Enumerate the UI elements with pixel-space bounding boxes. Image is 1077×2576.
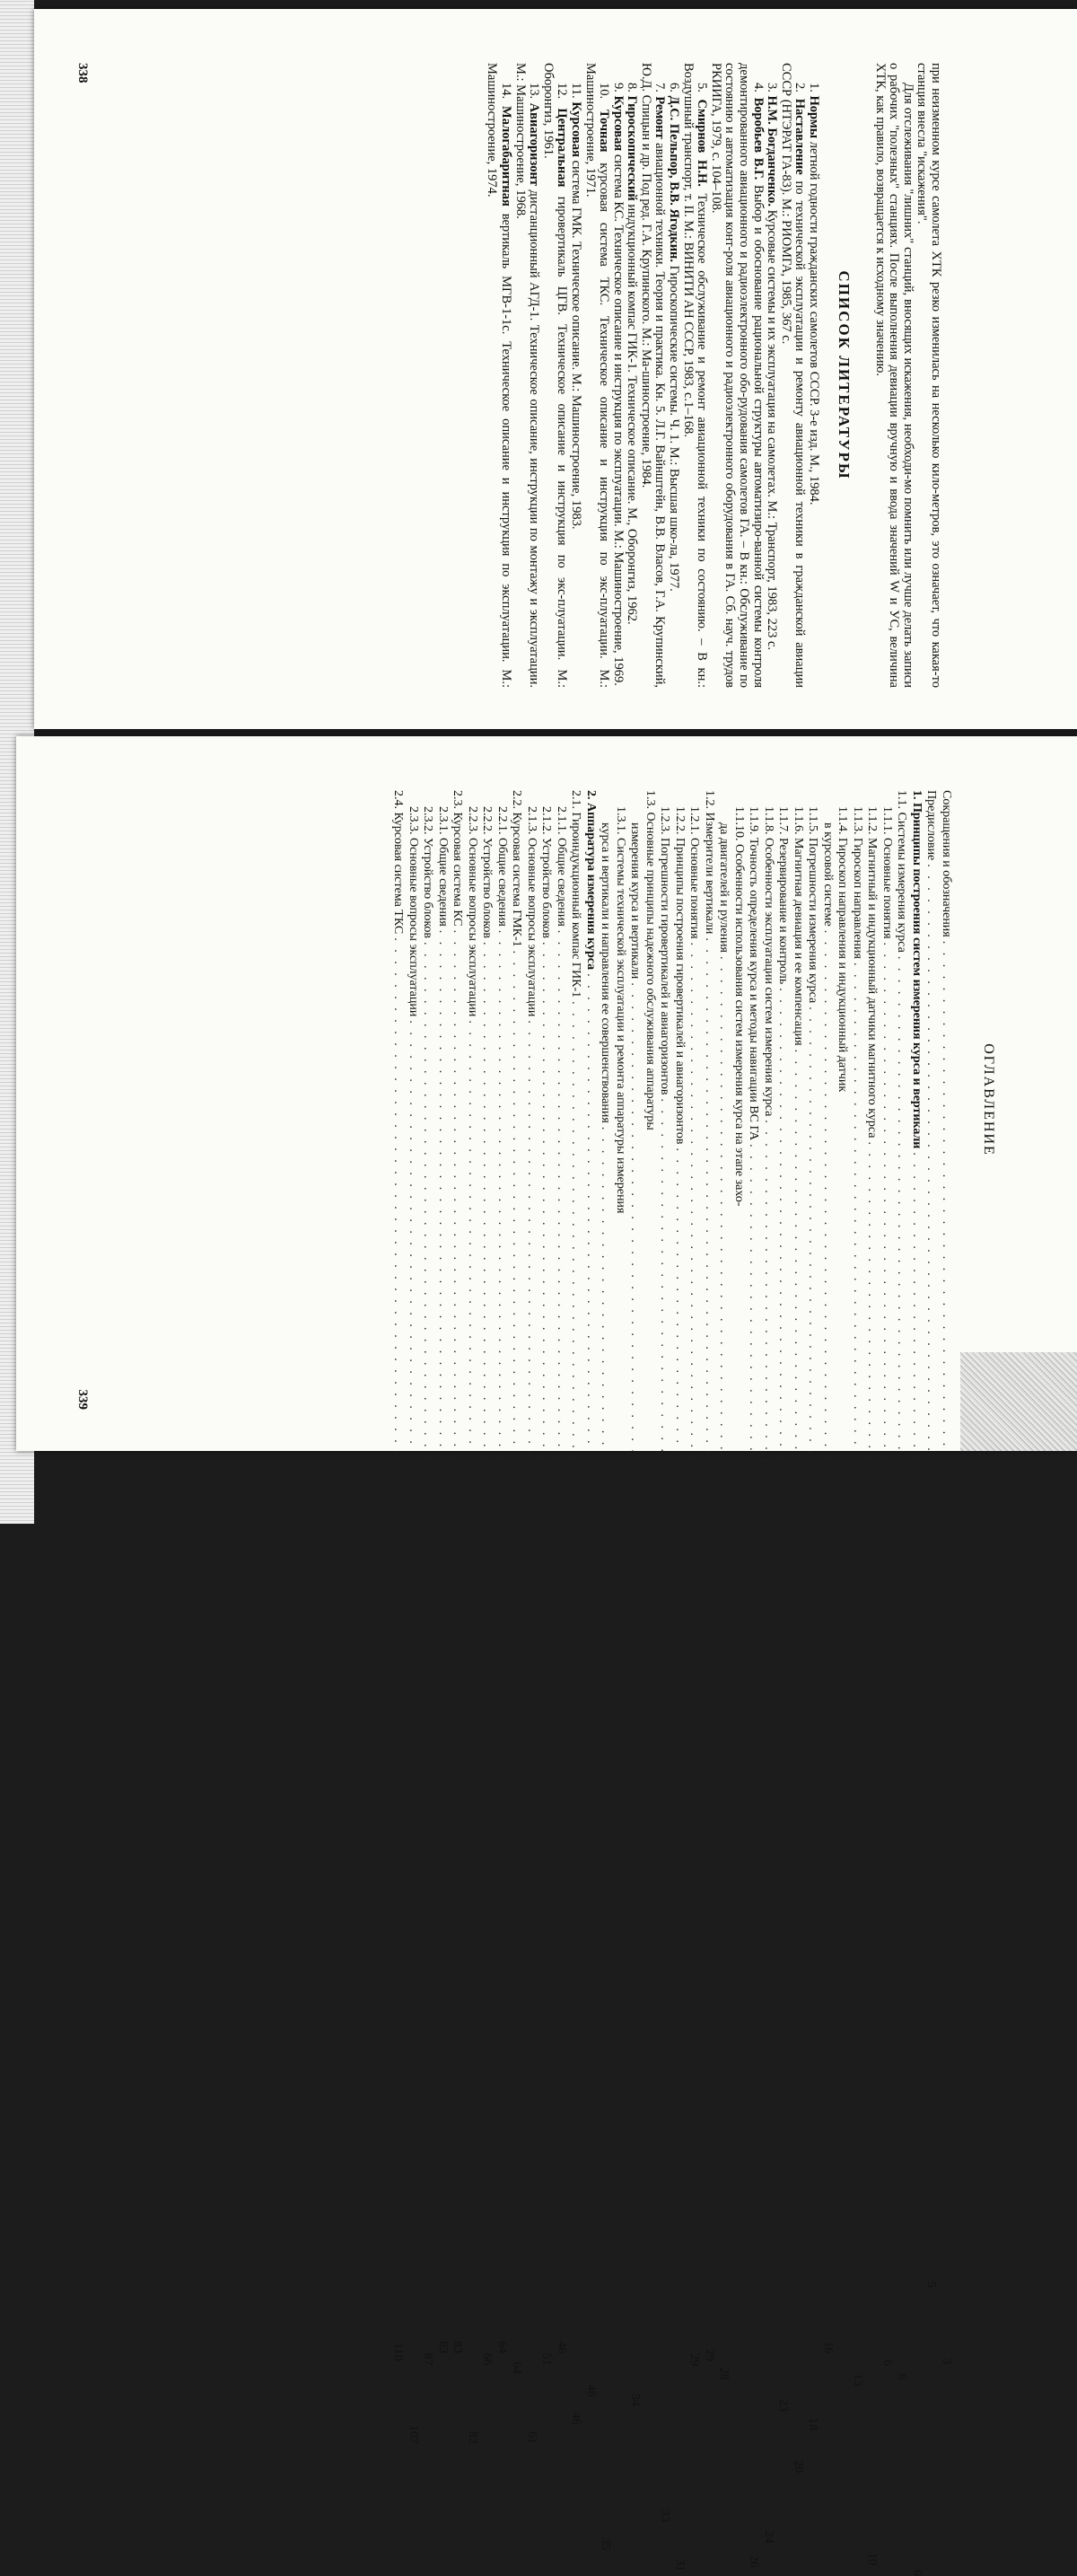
toc-entry	[805, 790, 820, 2431]
toc-entry-label: 1.2.1. Основные понятия	[687, 806, 702, 939]
reference-lead: Ремонт	[652, 96, 668, 144]
reference-text: система КС. Техническое описание и инструкция по эксплуатации. М.: Машиностроение, 1969.	[610, 154, 626, 686]
toc-entry-label: 2.4. Курсовая система ТКС	[391, 790, 406, 935]
toc-entry-label: 1. Принципы построения систем измерения курса и вертикали	[910, 790, 924, 1149]
toc-leader-dots: . . . . . . . . . . . . . . . . . . . . . . . . . . . . . . . . . . . . . . . . . . . . . . . . . . . . . . . . . . . . . . . . . . . . . . . . . . . . . . . . . . . . . . . . . . . . . . . . . . . . . . . . . . . . . . . . . . . . . . . .	[806, 1007, 820, 2402]
toc-leader-dots: . . . . . . . . . . . . . . . . . . . . . . . . . . . . . . . . . . . . . . . . . . . . . . . . . . . . . . . . . . . . . . . . . . . . . . . . . . . . . . . . . . . . . . . . . . . . . . . . . . . . . . . . . . . . . . . . . . . . . . . .	[510, 950, 524, 2346]
page-339-content	[16, 736, 1077, 2576]
toc-leader-dots: . . . . . . . . . . . . . . . . . . . . . . . . . . . . . . . . . . . . . . . . . . . . . . . . . . . . . . . . . . . . . . . . . . . . . . . . . . . . . . . . . . . . . . . . . . . . . . . . . . . . . . . . . . . . . . . . . . . . . . . .	[407, 1020, 420, 2415]
toc-entry-label: да двигателей и руления	[717, 822, 731, 953]
toc-entry	[524, 790, 539, 2444]
toc-block	[390, 790, 996, 2576]
reference-text: индукционный компас ГИК-1. Техническое описание. М., Оборонгиз, 1962.	[625, 204, 640, 625]
toc-entry-label: 1.3.1. Системы технической эксплуатации и ремонта аппаратуры измерения	[614, 806, 627, 1214]
toc-entry	[746, 790, 761, 2568]
reference-number: 7.	[652, 83, 668, 97]
toc-entry-label: 1.1. Системы измерения курса	[895, 790, 909, 953]
reference-item	[680, 63, 708, 688]
reference-number: 13.	[527, 83, 542, 103]
toc-leader-dots: . . . . . . . . . . . . . . . . . . . . . . . . . . . . . . . . . . . . . . . . . . . . . . . . . . . . . . . . . . . . . . . . . . . . . . . . . . . . . . . . . . . . . . . . . . . . . . . . . . . . . . . . . . . . . . . . . . . . . . . .	[910, 1152, 924, 2547]
toc-entry	[583, 790, 599, 2397]
toc-entry-label: 2.1.2. Устройство блоков	[539, 806, 554, 939]
reference-text: Курсовые системы и их эксплуатация на самолетах. М.: Транспорт, 1983, 223 с.	[765, 209, 780, 651]
toc-entry-label: 2.1. Гироиндукционный компас ГИК-1	[569, 790, 583, 998]
toc-entry-page: 29	[703, 2348, 716, 2361]
reference-lead: Наставление	[792, 98, 808, 181]
toc-leader-dots: . . . . . . . . . . . . . . . . . . . . . . . . . . . . . . . . . . . . . . . . . . . . . . . . . . . . . . . . . . . . . . . . . . . . . . . . . . . . . . . . . . . . . . . . . . . . . . . . . . . . . . . . . . . . . . . . . . . . . . . .	[466, 1020, 479, 2415]
reference-lead: Курсовая	[568, 101, 583, 161]
toc-entry	[731, 790, 747, 1410]
toc-entry	[924, 790, 939, 2288]
reference-text: авиационной техники. Теория и практика. Кн. 5. Л.Г. Вайнштейн, В.В. Власов, Г.А. Крупинский, Ю.Д. Спицын и др. Под ред. Г.А. Крупинского. М.: Ма-шиностроение, 1984.	[638, 63, 668, 689]
reference-number: 10.	[597, 83, 612, 110]
toc-leader-dots: . . . . . . . . . . . . . . . . . . . . . . . . . . . . . . . . . . . . . . . . . . . . . . . . . . . . . . . . . . . . . . . . . . . . . . . . . . . . . . . . . . . . . . . . . . . . . . . . . . . . . . . . . . . . . . . . . . . . . . . .	[628, 982, 643, 2378]
reference-lead: Малогабаритная	[498, 106, 513, 214]
toc-entry-label: 1.1.4. Гироскоп направления и индукционный датчик	[836, 806, 850, 1093]
toc-entry-page: 46	[555, 2341, 568, 2354]
toc-entry	[909, 790, 924, 2576]
toc-entry-page: 46	[569, 2412, 583, 2425]
toc-leader-dots: . . . . . . . . . . . . . . . . . . . . . . . . . . . . . . . . . . . . . . . . . . . . . . . . . . . . . . . . . . . . . . . . . . . . . . . . . . . . . . . . . . . . . . . . . . . . . . . . . . . . . . . . . . . . . . . . . . . . . . . .	[687, 942, 702, 2338]
toc-entry-page: 35	[599, 2537, 613, 2551]
reference-lead: Д.С. Пельпор, В.В. Ягодкин.	[667, 95, 682, 266]
toc-entry	[435, 790, 451, 2354]
reference-item	[582, 63, 610, 688]
toc-entry-page: 18	[806, 2417, 820, 2431]
toc-entry	[657, 790, 672, 2522]
toc-entry	[791, 790, 806, 2474]
reference-number: 1.	[807, 83, 822, 96]
toc-entry-label: 1.1.9. Точность определения курса и методы навигации ВС ГА	[747, 806, 761, 1141]
toc-entry	[687, 790, 702, 2367]
toc-entry-page: 16	[821, 2341, 835, 2354]
reference-lead: Воробьев В.Г.	[750, 97, 766, 186]
toc-entry-page: 28	[717, 2367, 731, 2380]
toc-entry-page: 33	[658, 2509, 672, 2522]
toc-entry-label: 1.2.3. Погрешности гировертикалей и авиагоризонтов	[658, 806, 672, 1095]
toc-entry	[702, 790, 717, 2361]
toc-leader-dots: . . . . . . . . . . . . . . . . . . . . . . . . . . . . . . . . . . . . . . . . . . . . . . . . . . . . . . . . . . . . . . . . . . . . . . . . . . . . . . . . . . . . . . . . . . . . . . . . . . . . . . . . . . . . . . . . . . . . . . . .	[717, 956, 731, 2352]
reference-item	[765, 63, 779, 688]
toc-entry-page: 83	[451, 2341, 465, 2354]
toc-leader-dots: . . . . . . . . . . . . . . . . . . . . . . . . . . . . . . . . . . . . . . . . . . . . . . . . . . . . . . . . . . . . . . . . . . . . . . . . . . . . . . . . . . . . . . . . . . . . . . . . . . . . . . . . . . . . . . . . . . . . . . . .	[865, 1141, 880, 2536]
toc-entry-label: 2.2.3. Основные вопросы эксплуатации	[466, 806, 479, 1017]
toc-entry	[406, 790, 421, 2444]
toc-entry-label: Предисловие	[924, 790, 939, 861]
toc-entry-label: 2.3.2. Устройство блоков	[421, 806, 435, 939]
reference-item	[638, 63, 666, 688]
toc-entry-page: 82	[466, 2431, 479, 2444]
toc-entry-page: 46	[584, 2384, 598, 2397]
toc-entry-page: 31	[673, 2559, 687, 2572]
toc-entry	[420, 790, 435, 2366]
reference-lead: Смирнов Н.Н.	[695, 99, 710, 194]
toc-entry-page: 23	[776, 2398, 791, 2412]
toc-leader-dots: . . . . . . . . . . . . . . . . . . . . . . . . . . . . . . . . . . . . . . . . . . . . . . . . . . . . . . . . . . . . . . . . . . . . . . . . . . . . . . . . . . . . . . . . . . . . . . . . . . . . . . . . . . . . . . . . . . . . . . . .	[451, 929, 465, 2325]
reference-lead: Точная	[597, 109, 612, 163]
toc-leader-dots: . . . . . . . . . . . . . . . . . . . . . . . . . . . . . . . . . . . . . . . . . . . . . . . . . . . . . . . . . . . . . . . . . . . . . . . . . . . . . . . . . . . . . . . . . . . . . . . . . . . . . . . . . . . . . . . . . . . . . . . .	[480, 942, 495, 2337]
toc-leader-dots: . . . . . . . . . . . . . . . . . . . . . . . . . . . . . . . . . . . . . . . . . . . . . . . . . . . . . . . . . . . . . . . . . . . . . . . . . . . . . . . . . . . . . . . . . . . . . . . . . . . . . . . . . . . . . . . . . . . . . . . .	[880, 942, 894, 2338]
toc-entry-page: 13	[851, 2373, 864, 2387]
toc-entry-label: в курсовой системе	[821, 822, 835, 927]
toc-entry	[598, 790, 613, 2551]
toc-entry-label: измерения курса и вертикали	[628, 822, 643, 980]
toc-entry	[716, 790, 731, 2380]
toc-leader-dots: . . . . . . . . . . . . . . . . . . . . . . . . . . . . . . . . . . . . . . . . . . . . . . . . . . . . . . . . . . . . . . . . . . . . . . . . . . . . . . . . . . . . . . . . . . . . . . . . . . . . . . . . . . . . . . . . . . . . . . . .	[821, 929, 835, 2325]
toc-leader-dots: . . . . . . . . . . . . . . . . . . . . . . . . . . . . . . . . . . . . . . . . . . . . . . . . . . . . . . . . . . . . . . . . . . . . . . . . . . . . . . . . . . . . . . . . . . . . . . . . . . . . . . . . . . . . . . . . . . . . . . . .	[495, 929, 509, 2325]
reference-item	[778, 63, 806, 688]
toc-entry-label: 2.3.1. Общие сведения	[436, 806, 450, 927]
toc-leader-dots: . . . . . . . . . . . . . . . . . . . . . . . . . . . . . . . . . . . . . . . . . . . . . . . . . . . . . . . . . . . . . . . . . . . . . . . . . . . . . . . . . . . . . . . . . . . . . . . . . . . . . . . . . . . . . . . . . . . . . . . .	[703, 937, 716, 2333]
toc-entry-page: 107	[407, 2424, 420, 2444]
toc-entry-page: 87	[421, 2352, 435, 2366]
toc-entry-page: 64	[510, 2361, 524, 2375]
toc-entry-page: 26	[747, 2554, 761, 2568]
toc-entry	[479, 790, 495, 2366]
toc-entry-page: 20	[792, 2460, 805, 2474]
toc-leader-dots: . . . . . . . . . . . . . . . . . . . . . . . . . . . . . . . . . . . . . . . . . . . . . . . . . . . . . . . . . . . . . . . . . . . . . . . . . . . . . . . . . . . . . . . . . . . . . . . . . . . . . . . . . . . . . . . . . . . . . . . .	[940, 940, 953, 2336]
toc-entry-page: 110	[391, 2343, 406, 2361]
toc-entry-page: 29	[687, 2353, 702, 2367]
reference-number: 2.	[792, 83, 808, 99]
reference-number: 9.	[610, 83, 626, 96]
toc-entry-label: 1.3. Основные принципы надежного обслуживания аппаратуры	[644, 790, 657, 1130]
reference-item	[610, 63, 625, 688]
toc-entry-label: 1.1.2. Магнитный и индукционный датчики магнитного курса	[865, 806, 880, 1139]
reference-text: курсовая система ТКС. Техническое описание и инструкция по экс-плуатации. М.: Машиностроение, 1971.	[582, 63, 612, 688]
toc-entry-label: 2.3.3. Основные вопросы эксплуатации	[407, 806, 420, 1017]
toc-entry-page: 10	[865, 2553, 880, 2565]
toc-entry-page: 3	[940, 2358, 953, 2365]
reference-text: по технической эксплуатации и ремонту авиационной техники в гражданской авиации СССР (НТЭРАТ ГА-83). М.: РИОМГА, 1985, 367 с.	[778, 63, 808, 689]
toc-list	[390, 790, 953, 2576]
reference-text: вертикаль МГВ-1-1с. Техническое описание и инструкция по эксплуатации. М.: Машиностроение, 1974.	[485, 63, 513, 688]
toc-entry-label: 2.3. Курсовая система КС	[451, 790, 465, 927]
toc-entry-label: 1.1.7. Резервирование и контроль	[776, 806, 791, 985]
toc-entry-label: 2.2. Курсовая система ГМК-1	[510, 790, 524, 947]
toc-leader-dots: . . . . . . . . . . . . . . . . . . . . . . . . . . . . . . . . . . . . . . . . . . . . . . . . . . . . . . . . . . . . . . . . . . . . . . . . . . . . . . . . . . . . . . . . . . . . . . . . . . . . . . . . . . . . . . . . . . . . . . . .	[747, 1144, 761, 2539]
toc-entry-page: 66	[480, 2352, 495, 2366]
toc-entry-label: 1.1.3. Гироскоп направления	[851, 806, 864, 959]
toc-entry	[627, 790, 643, 2406]
reference-number: 4.	[750, 83, 766, 98]
toc-entry	[850, 790, 865, 2387]
references-heading: СПИСОК ЛИТЕРАТУРЫ	[836, 270, 854, 480]
toc-entry	[672, 790, 687, 2572]
reference-item	[485, 63, 512, 688]
toc-entry-page: 24	[762, 2530, 775, 2544]
toc-leader-dots: . . . . . . . . . . . . . . . . . . . . . . . . . . . . . . . . . . . . . . . . . . . . . . . . . . . . . . . . . . . . . . . . . . . . . . . . . . . . . . . . . . . . . . . . . . . . . . . . . . . . . . . . . . . . . . . . . . . . . . . .	[658, 1098, 672, 2493]
toc-entry-label: 2. Аппаратура измерения курса	[584, 790, 598, 971]
reference-item	[708, 63, 764, 688]
page-number: 338	[75, 63, 90, 84]
toc-entry-label: 1.2.2. Принципы построения гировертикалей и авиагоризонтов	[673, 806, 687, 1145]
toc-entry	[880, 790, 895, 2367]
intro-paragraph-2: Для отслеживания "лишних" станций, вносящих искажения, необходи-мо помнить или лучше делать записи о рабочих "полезных" станциях. После выполнения девиации вручную и ввода значений W и УС, величина ХТК, как правило, возвращается к исходному значению.	[872, 63, 915, 688]
reference-item	[512, 63, 540, 688]
toc-entry-label: 1.1.6. Магнитная девиация и ее компенсация	[792, 806, 805, 1046]
left-text-block	[485, 63, 942, 688]
reference-lead: Курсовая	[610, 95, 626, 154]
reference-list	[485, 63, 820, 688]
toc-entry-label: 1.1.8. Особенности эксплуатации систем измерения курса	[762, 806, 775, 1117]
reference-number: 3.	[765, 83, 780, 96]
toc-entry-label: Сокращения и обозначения	[940, 790, 953, 937]
toc-entry	[894, 790, 909, 2380]
toc-entry	[864, 790, 880, 2565]
toc-entry	[450, 790, 465, 2354]
reference-number: 5.	[695, 83, 710, 100]
toc-entry	[554, 790, 569, 2354]
toc-leader-dots: . . . . . . . . . . . . . . . . . . . . . . . . . . . . . . . . . . . . . . . . . . . . . . . . . . . . . . . . . . . . . . . . . . . . . . . . . . . . . . . . . . . . . . . . . . . . . . . . . . . . . . . . . . . . . . . . . . . . . . . .	[762, 1120, 775, 2515]
page-338	[34, 9, 1077, 729]
toc-entry	[835, 790, 850, 1410]
reference-item	[667, 63, 681, 688]
toc-entry-label: 2.1.1. Общие сведения	[555, 806, 568, 927]
reference-text: Техническое обслуживание и ремонт авиационной техники по состоянию. – В кн.: Воздушный транспорт, т. II. М.: ВИНИТИ АН СССР, 1983, с.1–168.	[680, 63, 710, 688]
toc-entry-label: 1.1.10. Особенности использования систем измерения курса на этапе захо-	[732, 806, 746, 1207]
toc-title: ОГЛАВЛЕНИЕ	[981, 1043, 996, 1156]
toc-leader-dots: . . . . . . . . . . . . . . . . . . . . . . . . . . . . . . . . . . . . . . . . . . . . . . . . . . . . . . . . . . . . . . . . . . . . . . . . . . . . . . . . . . . . . . . . . . . . . . . . . . . . . . . . . . . . . . . . . . . . . . . .	[539, 942, 554, 2337]
reference-text: Выбор и обоснование рациональной структуры автоматизиро-ванной системы контроля демонтированного авиационного и радиоэлектронного обо-рудования самолетов ГА. – В кн.: Обслуживание по состоянию и автоматизация конт-роля авиационного и радиоэлектронного оборудования в ГА. Сб. науч. трудов РКИИГА, 1979, с. 104–108.	[708, 63, 766, 688]
page-number: 339	[75, 1389, 90, 1410]
toc-entry	[495, 790, 510, 2354]
toc-leader-dots: . . . . . . . . . . . . . . . . . . . . . . . . . . . . . . . . . . . . . . . . . . . . . . . . . . . . . . . . . . . . . . . . . . . . . . . . . . . . . . . . . . . . . . . . . . . . . . . . . . . . . . . . . . . . . . . . . . . . . . . .	[421, 942, 435, 2337]
toc-entry-label: 2.2.1. Общие сведения	[495, 806, 509, 927]
reference-lead: Н.М. Богданченко.	[765, 95, 780, 210]
toc-entry-page: 6	[910, 2569, 924, 2576]
reference-item	[540, 63, 568, 688]
toc-entry-label: 2.2.2. Устройство блоков	[480, 806, 495, 939]
toc-leader-dots: . . . . . . . . . . . . . . . . . . . . . . . . . . . . . . . . . . . . . . . . . . . . . . . . . . . . . . . . . . . . . . . . . . . . . . . . . . . . . . . . . . . . . . . . . . . . . . . . . . . . . . . . . . . . . . . . . . . . . . . .	[391, 937, 406, 2333]
toc-leader-dots: . . . . . . . . . . . . . . . . . . . . . . . . . . . . . . . . . . . . . . . . . . . . . . . . . . . . . . . . . . . . . . . . . . . . . . . . . . . . . . . . . . . . . . . . . . . . . . . . . . . . . . . . . . . . . . . . . . . . . . . .	[851, 962, 864, 2358]
toc-entry-page: 64	[495, 2341, 509, 2354]
toc-entry-page: 6	[880, 2360, 894, 2367]
toc-entry-label: 1.1.5. Погрешности измерения курса	[806, 806, 820, 1004]
reference-text: система ГМК. Техническое описание. М.: Машиностроение, 1983.	[568, 160, 583, 530]
intro-paragraph-1: при неизменном курсе самолета ХТК резко изменилась на несколько кило-метров, это означает, что какая-то станция внесла "искажения".	[915, 63, 943, 688]
scan-noise	[960, 1352, 1077, 1451]
toc-entry	[568, 790, 583, 2425]
toc-entry-page: 34	[628, 2393, 643, 2406]
reference-item	[625, 63, 639, 688]
toc-leader-dots: . . . . . . . . . . . . . . . . . . . . . . . . . . . . . . . . . . . . . . . . . . . . . . . . . . . . . . . . . . . . . . . . . . . . . . . . . . . . . . . . . . . . . . . . . . . . . . . . . . . . . . . . . . . . . . . . . . . . . . . .	[673, 1147, 687, 2544]
reference-number: 6.	[667, 83, 682, 96]
toc-entry-page: 6	[895, 2373, 909, 2380]
toc-leader-dots: . . . . . . . . . . . . . . . . . . . . . . . . . . . . . . . . . . . . . . . . . . . . . . . . . . . . . . . . . . . . . . . . . . . . . . . . . . . . . . . . . . . . . . . . . . . . . . . . . . . . . . . . . . . . . . . . . . . . . . . .	[924, 864, 939, 2259]
reference-lead: Гироскопический	[625, 95, 640, 205]
toc-entry-page: 61	[525, 2431, 538, 2444]
toc-leader-dots: . . . . . . . . . . . . . . . . . . . . . . . . . . . . . . . . . . . . . . . . . . . . . . . . . . . . . . . . . . . . . . . . . . . . . . . . . . . . . . . . . . . . . . . . . . . . . . . . . . . . . . . . . . . . . . . . . . . . . . . .	[436, 929, 450, 2325]
toc-leader-dots: . . . . . . . . . . . . . . . . . . . . . . . . . . . . . . . . . . . . . . . . . . . . . . . . . . . . . . . . . . . . . . . . . . . . . . . . . . . . . . . . . . . . . . . . . . . . . . . . . . . . . . . . . . . . . . . . . . . . . . . .	[584, 973, 598, 2369]
toc-entry	[820, 790, 836, 2354]
toc-leader-dots: . . . . . . . . . . . . . . . . . . . . . . . . . . . . . . . . . . . . . . . . . . . . . . . . . . . . . . . . . . . . . . . . . . . . . . . . . . . . . . . . . . . . . . . . . . . . . . . . . . . . . . . . . . . . . . . . . . . . . . . .	[776, 988, 791, 2383]
toc-entry-label: курса и вертикали и направления ее совершенствования	[599, 822, 613, 1123]
reference-item	[568, 63, 582, 688]
page-338-content	[34, 9, 1077, 729]
reference-text: Гироскопические системы. Ч. 1. М.: Высшая шко-ла, 1977.	[667, 265, 682, 592]
toc-entry-label: 1.1.1. Основные понятия	[880, 806, 894, 939]
toc-entry	[613, 790, 628, 1410]
toc-entry	[390, 790, 406, 2361]
reference-number: 8.	[625, 83, 640, 96]
reference-number: 14.	[498, 83, 513, 107]
toc-entry	[761, 790, 776, 2544]
toc-entry	[465, 790, 480, 2444]
reference-lead: Центральная	[555, 108, 570, 197]
reference-text: дистанционный АГД-1. Техническое описание, инструкции по монтажу и эксплуатации. М.: Машиностроение, 1968.	[512, 63, 542, 689]
toc-entry	[939, 790, 954, 2365]
reference-lead: Авиагоризонт	[527, 102, 542, 190]
page-339	[16, 736, 1077, 2576]
reference-text: летной годности гражданских самолетов СССР. 3-е изд. М., 1984.	[807, 141, 822, 506]
toc-entry-page: 51	[539, 2352, 554, 2366]
toc-entry-label: 1.2. Измерители вертикали	[703, 790, 716, 935]
toc-leader-dots: . . . . . . . . . . . . . . . . . . . . . . . . . . . . . . . . . . . . . . . . . . . . . . . . . . . . . . . . . . . . . . . . . . . . . . . . . . . . . . . . . . . . . . . . . . . . . . . . . . . . . . . . . . . . . . . . . . . . . . . .	[792, 1049, 805, 2445]
toc-entry	[643, 790, 658, 1410]
reference-number: 12.	[555, 83, 570, 109]
toc-entry	[775, 790, 791, 2412]
toc-leader-dots: . . . . . . . . . . . . . . . . . . . . . . . . . . . . . . . . . . . . . . . . . . . . . . . . . . . . . . . . . . . . . . . . . . . . . . . . . . . . . . . . . . . . . . . . . . . . . . . . . . . . . . . . . . . . . . . . . . . . . . . .	[569, 1001, 583, 2396]
toc-leader-dots: . . . . . . . . . . . . . . . . . . . . . . . . . . . . . . . . . . . . . . . . . . . . . . . . . . . . . . . . . . . . . . . . . . . . . . . . . . . . . . . . . . . . . . . . . . . . . . . . . . . . . . . . . . . . . . . . . . . . . . . .	[599, 1126, 613, 2522]
toc-entry-page: 5	[924, 2281, 939, 2288]
toc-leader-dots: . . . . . . . . . . . . . . . . . . . . . . . . . . . . . . . . . . . . . . . . . . . . . . . . . . . . . . . . . . . . . . . . . . . . . . . . . . . . . . . . . . . . . . . . . . . . . . . . . . . . . . . . . . . . . . . . . . . . . . . .	[525, 1020, 538, 2415]
toc-entry-label: 2.1.3. Основные вопросы эксплуатации	[525, 806, 538, 1017]
toc-entry	[538, 790, 554, 2366]
reference-lead: Нормы	[807, 95, 822, 142]
reference-number: 11.	[568, 83, 583, 102]
toc-entry-page: 83	[436, 2341, 450, 2354]
toc-leader-dots: . . . . . . . . . . . . . . . . . . . . . . . . . . . . . . . . . . . . . . . . . . . . . . . . . . . . . . . . . . . . . . . . . . . . . . . . . . . . . . . . . . . . . . . . . . . . . . . . . . . . . . . . . . . . . . . . . . . . . . . .	[895, 955, 909, 2352]
reference-text: гировертикаль ЦГВ. Техническое описание и инструкция по экс-плуатации. М.: Оборонгиз, 1961.	[540, 63, 570, 688]
toc-entry	[509, 790, 524, 2375]
reference-item	[806, 63, 820, 688]
toc-leader-dots: . . . . . . . . . . . . . . . . . . . . . . . . . . . . . . . . . . . . . . . . . . . . . . . . . . . . . . . . . . . . . . . . . . . . . . . . . . . . . . . . . . . . . . . . . . . . . . . . . . . . . . . . . . . . . . . . . . . . . . . .	[555, 929, 568, 2325]
